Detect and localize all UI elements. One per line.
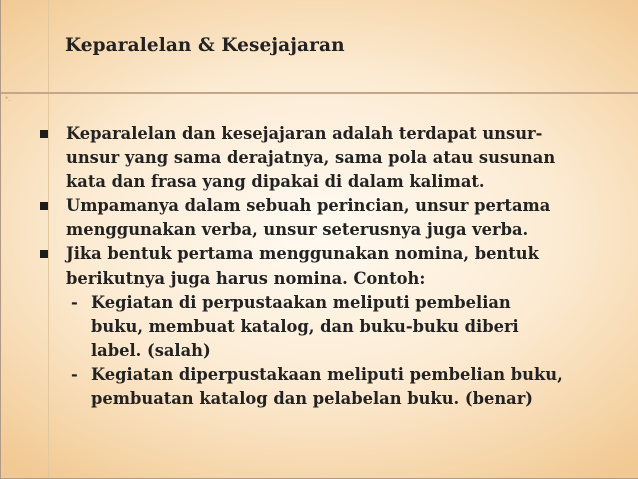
dash-marker: - (71, 292, 78, 312)
example-text: Kegiatan di perpustaakan meliputi pembelian buku, membuat katalog, dan buku-buku diberi label. (salah) (91, 292, 519, 360)
bullet-item (38, 122, 628, 194)
square-bullet-icon (40, 130, 48, 138)
bullet-text: Keparalelan dan kesejajaran adalah terdapat unsur- unsur yang sama derajatnya, sama pola atau susunan kata dan frasa yang dipakai di dalam kalimat. (66, 124, 556, 192)
content-body (38, 122, 628, 411)
square-bullet-icon (40, 250, 48, 258)
example-item (38, 363, 628, 411)
square-bullet-icon (40, 202, 48, 210)
bullet-text: Jika bentuk pertama menggunakan nomina, bentuk berikutnya juga harus nomina. Contoh: (66, 244, 539, 288)
slide-title: Keparalelan & Kesejajaran (65, 35, 345, 56)
bullet-item (38, 194, 628, 242)
example-text: Kegiatan diperpustakaan meliputi pembelian buku, pembuatan katalog dan pelabelan buku. (benar) (91, 364, 563, 409)
corner-mark: *. (5, 95, 11, 103)
example-item (38, 291, 628, 363)
bullet-item (38, 242, 628, 290)
dash-marker: - (71, 364, 78, 384)
bullet-text: Umpamanya dalam sebuah perincian, unsur pertama menggunakan verba, unsur seterusnya juga verba. (66, 196, 551, 240)
title-band (1, 0, 638, 94)
